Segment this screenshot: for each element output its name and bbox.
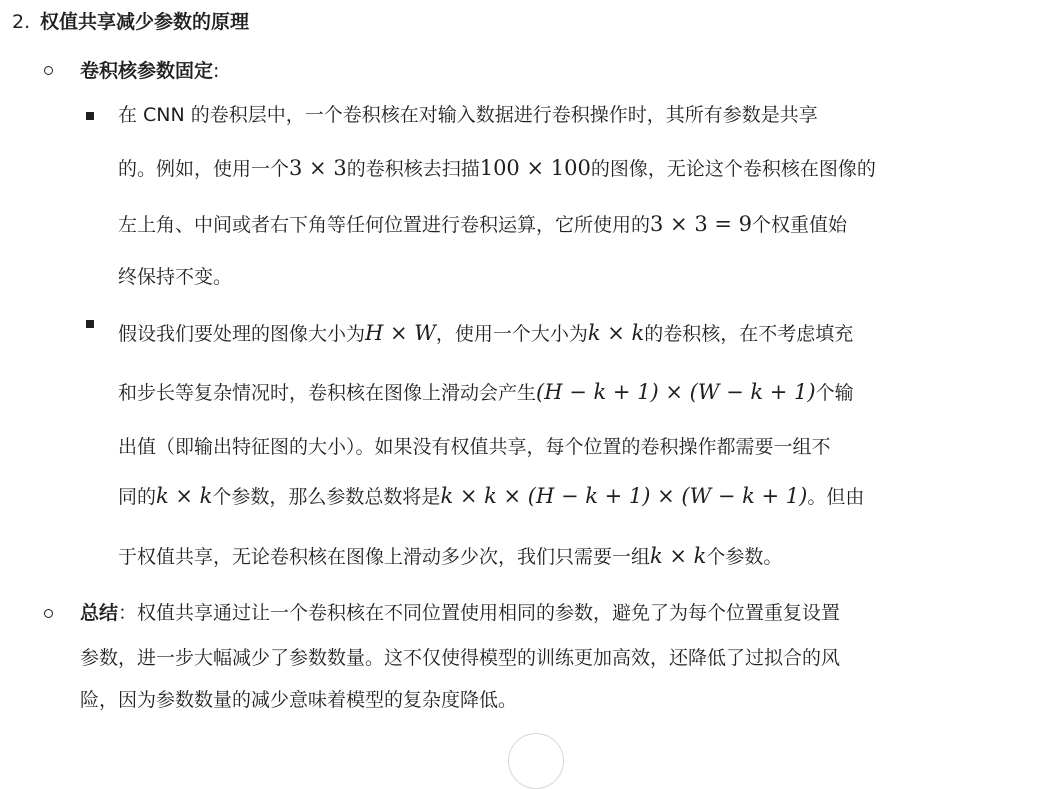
math-expression: H × W — [365, 321, 436, 345]
text-line: 出值（即输出特征图的大小）。如果没有权值共享，每个位置的卷积操作都需要一组不 — [118, 436, 831, 458]
list-item-2 — [0, 6, 249, 38]
text-line: 的。例如，使用一个3 × 3的卷积核去扫描100 × 100的图像，无论这个卷积核在图像的 — [118, 156, 876, 180]
math-expression: 100 × 100 — [479, 156, 591, 180]
square-bullet-icon — [86, 112, 94, 120]
list-number: 2. — [12, 11, 31, 33]
text-line: 在 CNN 的卷积层中，一个卷积核在对输入数据进行卷积操作时，其所有参数是共享 — [118, 104, 818, 126]
text-line: 同的k × k个参数，那么参数总数将是k × k × (H − k + 1) × (W − k + 1)。但由 — [118, 484, 865, 508]
text-line: 于权值共享，无论卷积核在图像上滑动多少次，我们只需要一组k × k个参数。 — [118, 544, 783, 568]
text-line: 和步长等复杂情况时，卷积核在图像上滑动会产生(H − k + 1) × (W − k + 1)个输 — [118, 380, 854, 404]
text-line: 假设我们要处理的图像大小为H × W，使用一个大小为k × k的卷积核，在不考虑填充 — [118, 321, 854, 345]
text-line: 参数，进一步大幅减少了参数数量。这不仅使得模型的训练更加高效，还降低了过拟合的风 — [80, 647, 841, 669]
math-expression: 3 × 3 — [289, 156, 347, 180]
math-expression: k × k — [587, 321, 645, 345]
section-heading: 权值共享减少参数的原理 — [40, 11, 250, 33]
math-expression: k × k — [650, 544, 707, 568]
text-line: 总结：权值共享通过让一个卷积核在不同位置使用相同的参数，避免了为每个位置重复设置 — [80, 602, 841, 624]
circle-bullet-icon — [44, 66, 53, 75]
sub-item-label: 卷积核参数固定: — [80, 60, 220, 82]
summary-label: 总结 — [80, 602, 119, 624]
math-expression: 3 × 3 = 9 — [650, 212, 752, 236]
circle-bullet-icon — [44, 609, 53, 618]
text-line: 终保持不变。 — [118, 266, 233, 288]
floating-circle-button[interactable] — [508, 733, 564, 789]
math-expression: (H − k + 1) × (W − k + 1) — [536, 380, 816, 404]
text-line: 左上角、中间或者右下角等任何位置进行卷积运算，它所使用的3 × 3 = 9个权重值始 — [118, 212, 848, 236]
math-expression: k × k — [156, 484, 213, 508]
text-line: 险，因为参数数量的减少意味着模型的复杂度降低。 — [80, 689, 518, 711]
square-bullet-icon — [86, 320, 94, 328]
math-expression: k × k × (H − k + 1) × (W − k + 1) — [440, 484, 808, 508]
